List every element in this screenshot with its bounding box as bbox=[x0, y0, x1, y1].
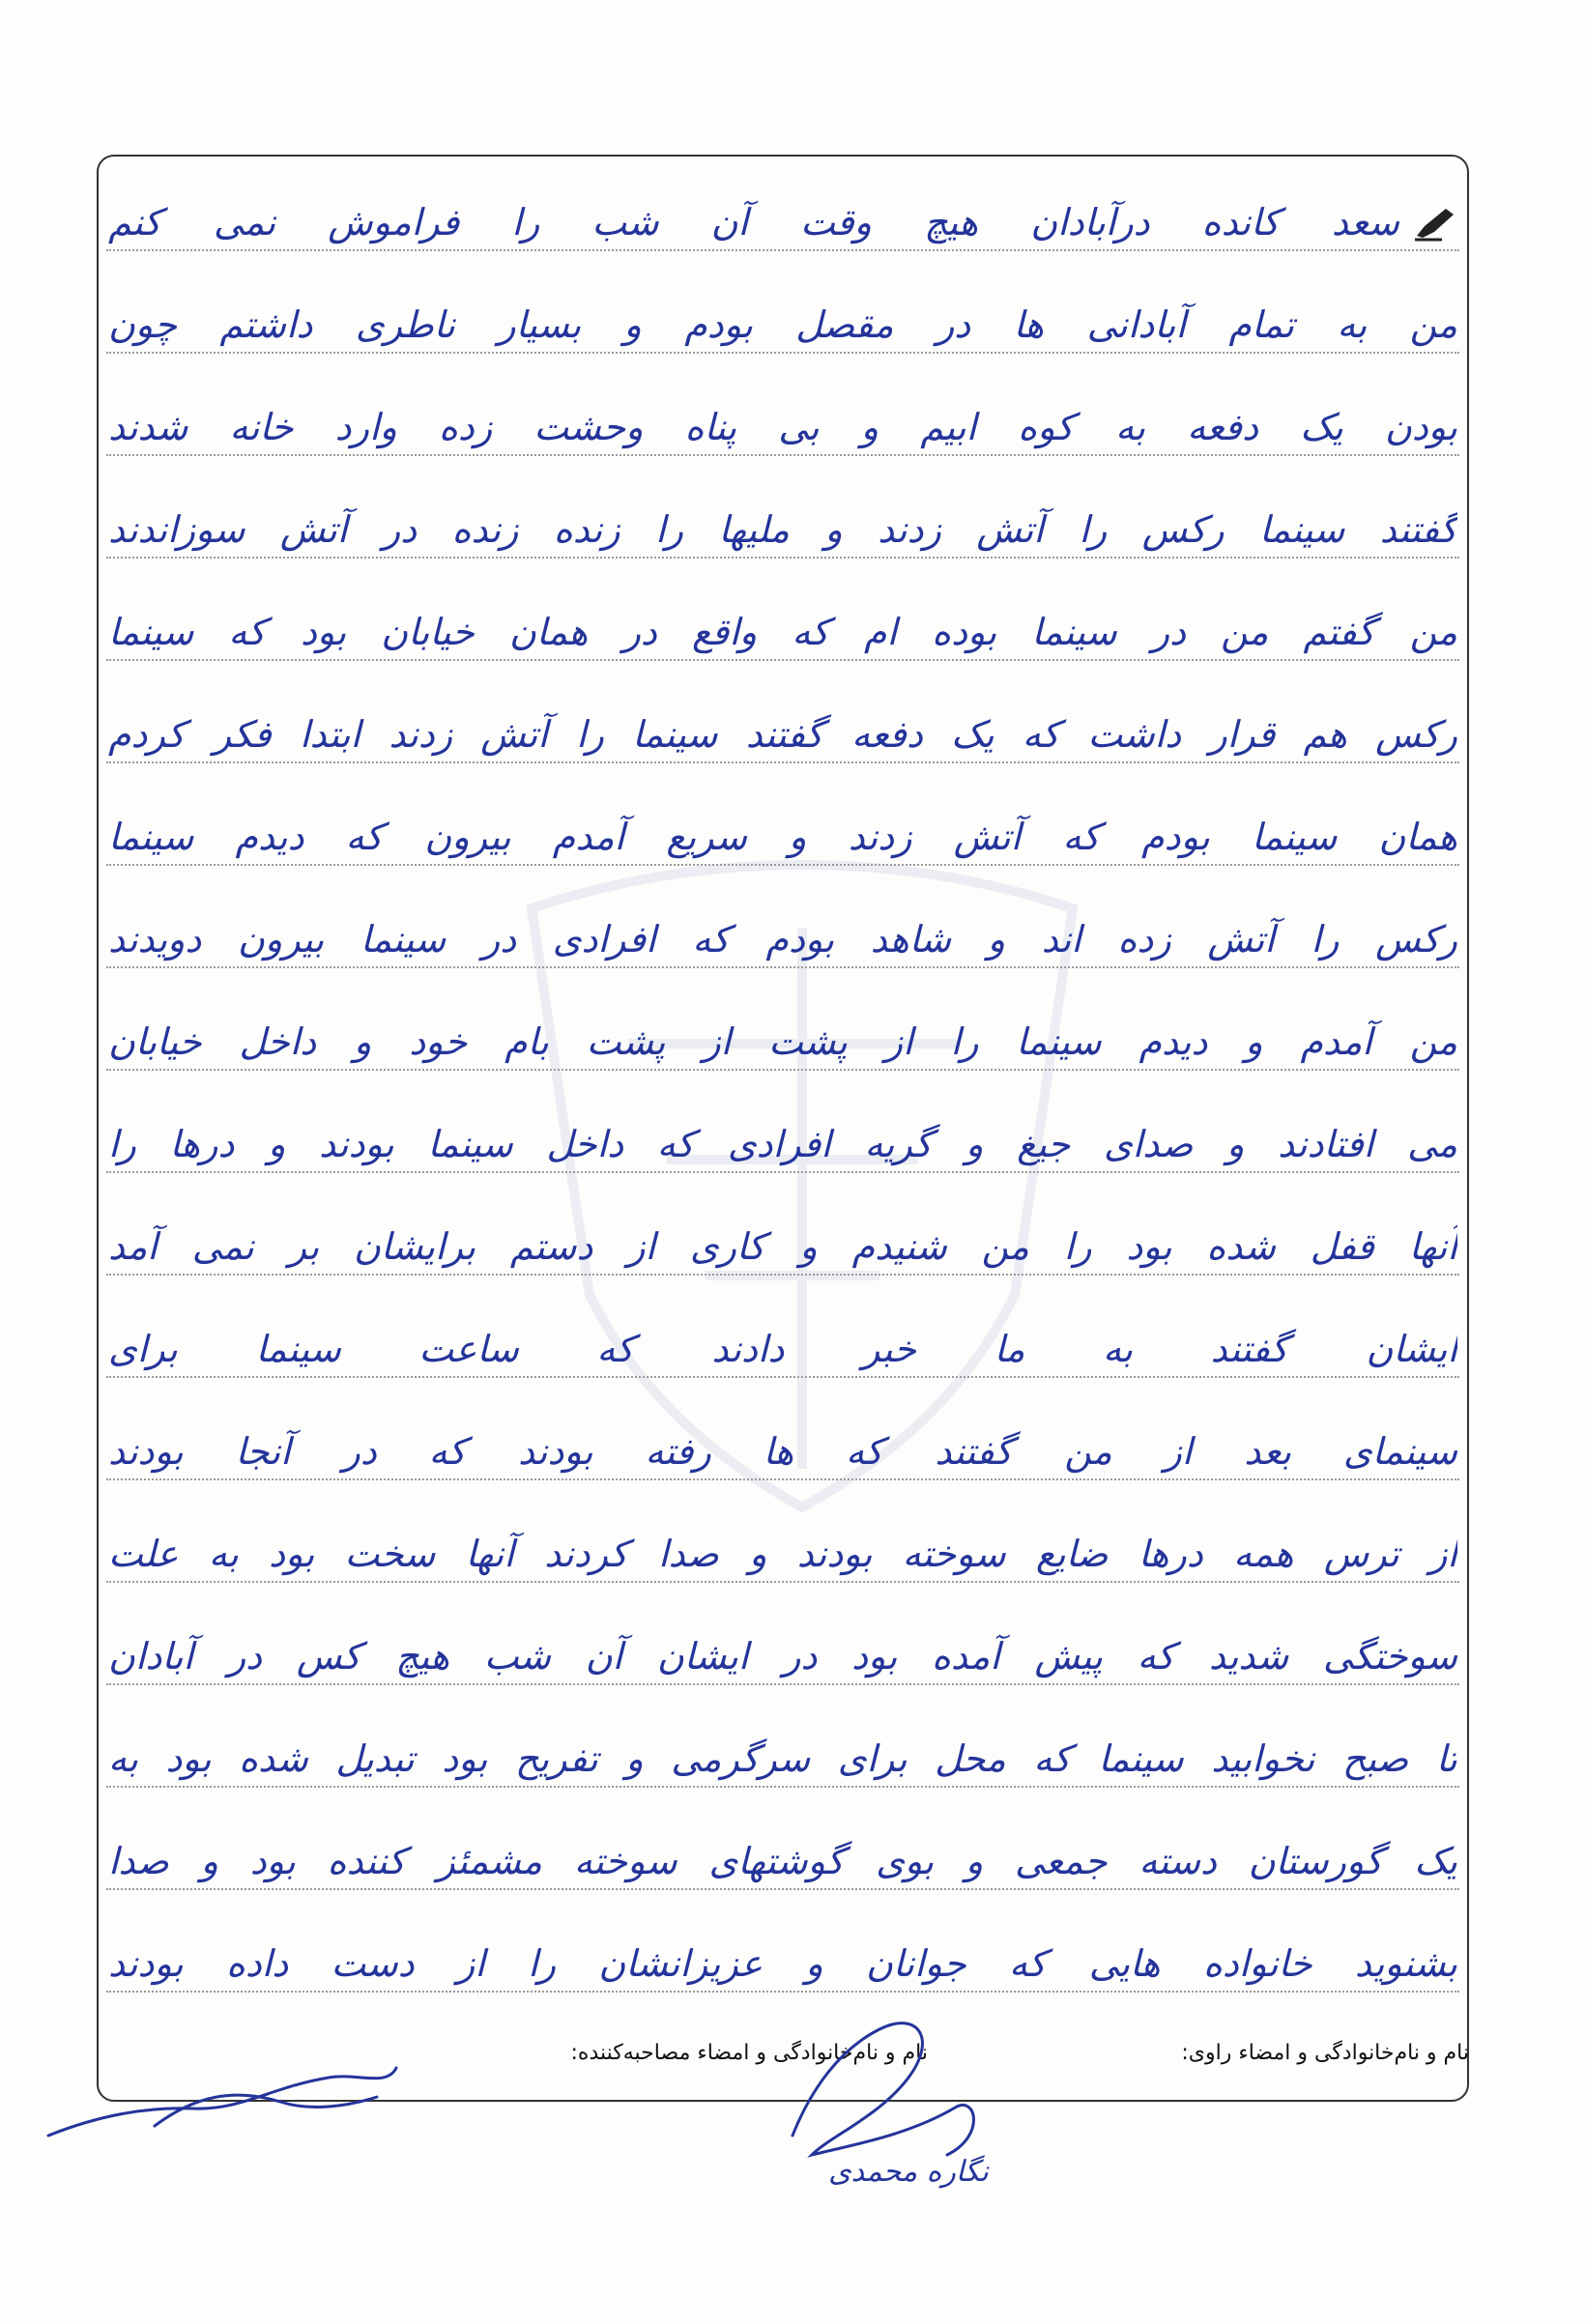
footer-signature-labels bbox=[329, 2041, 1469, 2080]
text-line: سعد کانده درآبادان هیچ وقت آن شب را فراموش نمی کنم bbox=[108, 201, 1399, 244]
text-line: رکس را آتش زده اند و شاهد بودم که افرادی در سینما بیرون دویدند bbox=[108, 918, 1457, 961]
text-line: رکس هم قرار داشت که یک دفعه گفتند سینما را آتش زدند ابتدا فکر کردم bbox=[108, 713, 1457, 756]
text-line: من به تمام آبادانی ها در مقصل بودم و بسیار ناطری داشتم چون bbox=[108, 303, 1457, 346]
text-line: همان سینما بودم که آتش زدند و سریع آمدم بیرون که دیدم سینما bbox=[108, 816, 1457, 858]
text-line: ایشان گفتند به ما خبر دادند که ساعت سینما برای bbox=[108, 1328, 1457, 1370]
narrator-signature-label: نام و نام‌خانوادگی و امضاء راوی: bbox=[1181, 2041, 1469, 2065]
text-line: بودن یک دفعه به کوه ابیم و بی پناه وحشت زده وارد خانه شدند bbox=[108, 406, 1457, 448]
text-line: گفتند سینما رکس را آتش زدند و ملیها را زنده زنده در آتش سوزاندند bbox=[108, 508, 1457, 551]
interviewer-signature-label: نام و نام‌خانوادگی و امضاء مصاحبه‌کننده: bbox=[570, 2041, 928, 2065]
text-line: یک گورستان دسته جمعی و بوی گوشتهای سوخته مشمئز کننده بود و صدا bbox=[108, 1840, 1457, 1882]
text-line: من آمدم و دیدم سینما را از پشت از پشت بام خود و داخل خیابان bbox=[108, 1020, 1457, 1063]
text-line: سینمای بعد از من گفتند که ها رفته بودند که در آنجا بودند bbox=[108, 1430, 1457, 1473]
pen-writing-icon bbox=[1413, 203, 1457, 242]
text-line: آنها قفل شده بود را من شنیدم و کاری از دستم برایشان بر نمی آمد bbox=[108, 1225, 1457, 1268]
text-line: از ترس همه درها ضایع سوخته بودند و صدا کردند آنها سخت بود به علت bbox=[108, 1533, 1457, 1575]
interviewer-name: نگاره محمدی bbox=[828, 2155, 989, 2189]
text-line: تا صبح نخوابید سینما که محل برای سرگرمی و تفریح بود تبدیل شده بود به bbox=[108, 1737, 1457, 1780]
text-line: بشنوید خانواده هایی که جوانان و عزیزانشان را از دست داده بودند bbox=[108, 1942, 1457, 1985]
text-line: سوختگی شدید که پیش آمده بود در ایشان آن شب هیچ کس در آبادان bbox=[108, 1635, 1457, 1678]
text-line: می افتادند و صدای جیغ و گریه افرادی که داخل سینما بودند و درها را bbox=[108, 1123, 1457, 1165]
text-line: من گفتم من در سینما بوده ام که واقع در همان خیابان بود که سینما bbox=[108, 611, 1457, 653]
interviewer-handwritten-name bbox=[802, 2126, 1015, 2213]
